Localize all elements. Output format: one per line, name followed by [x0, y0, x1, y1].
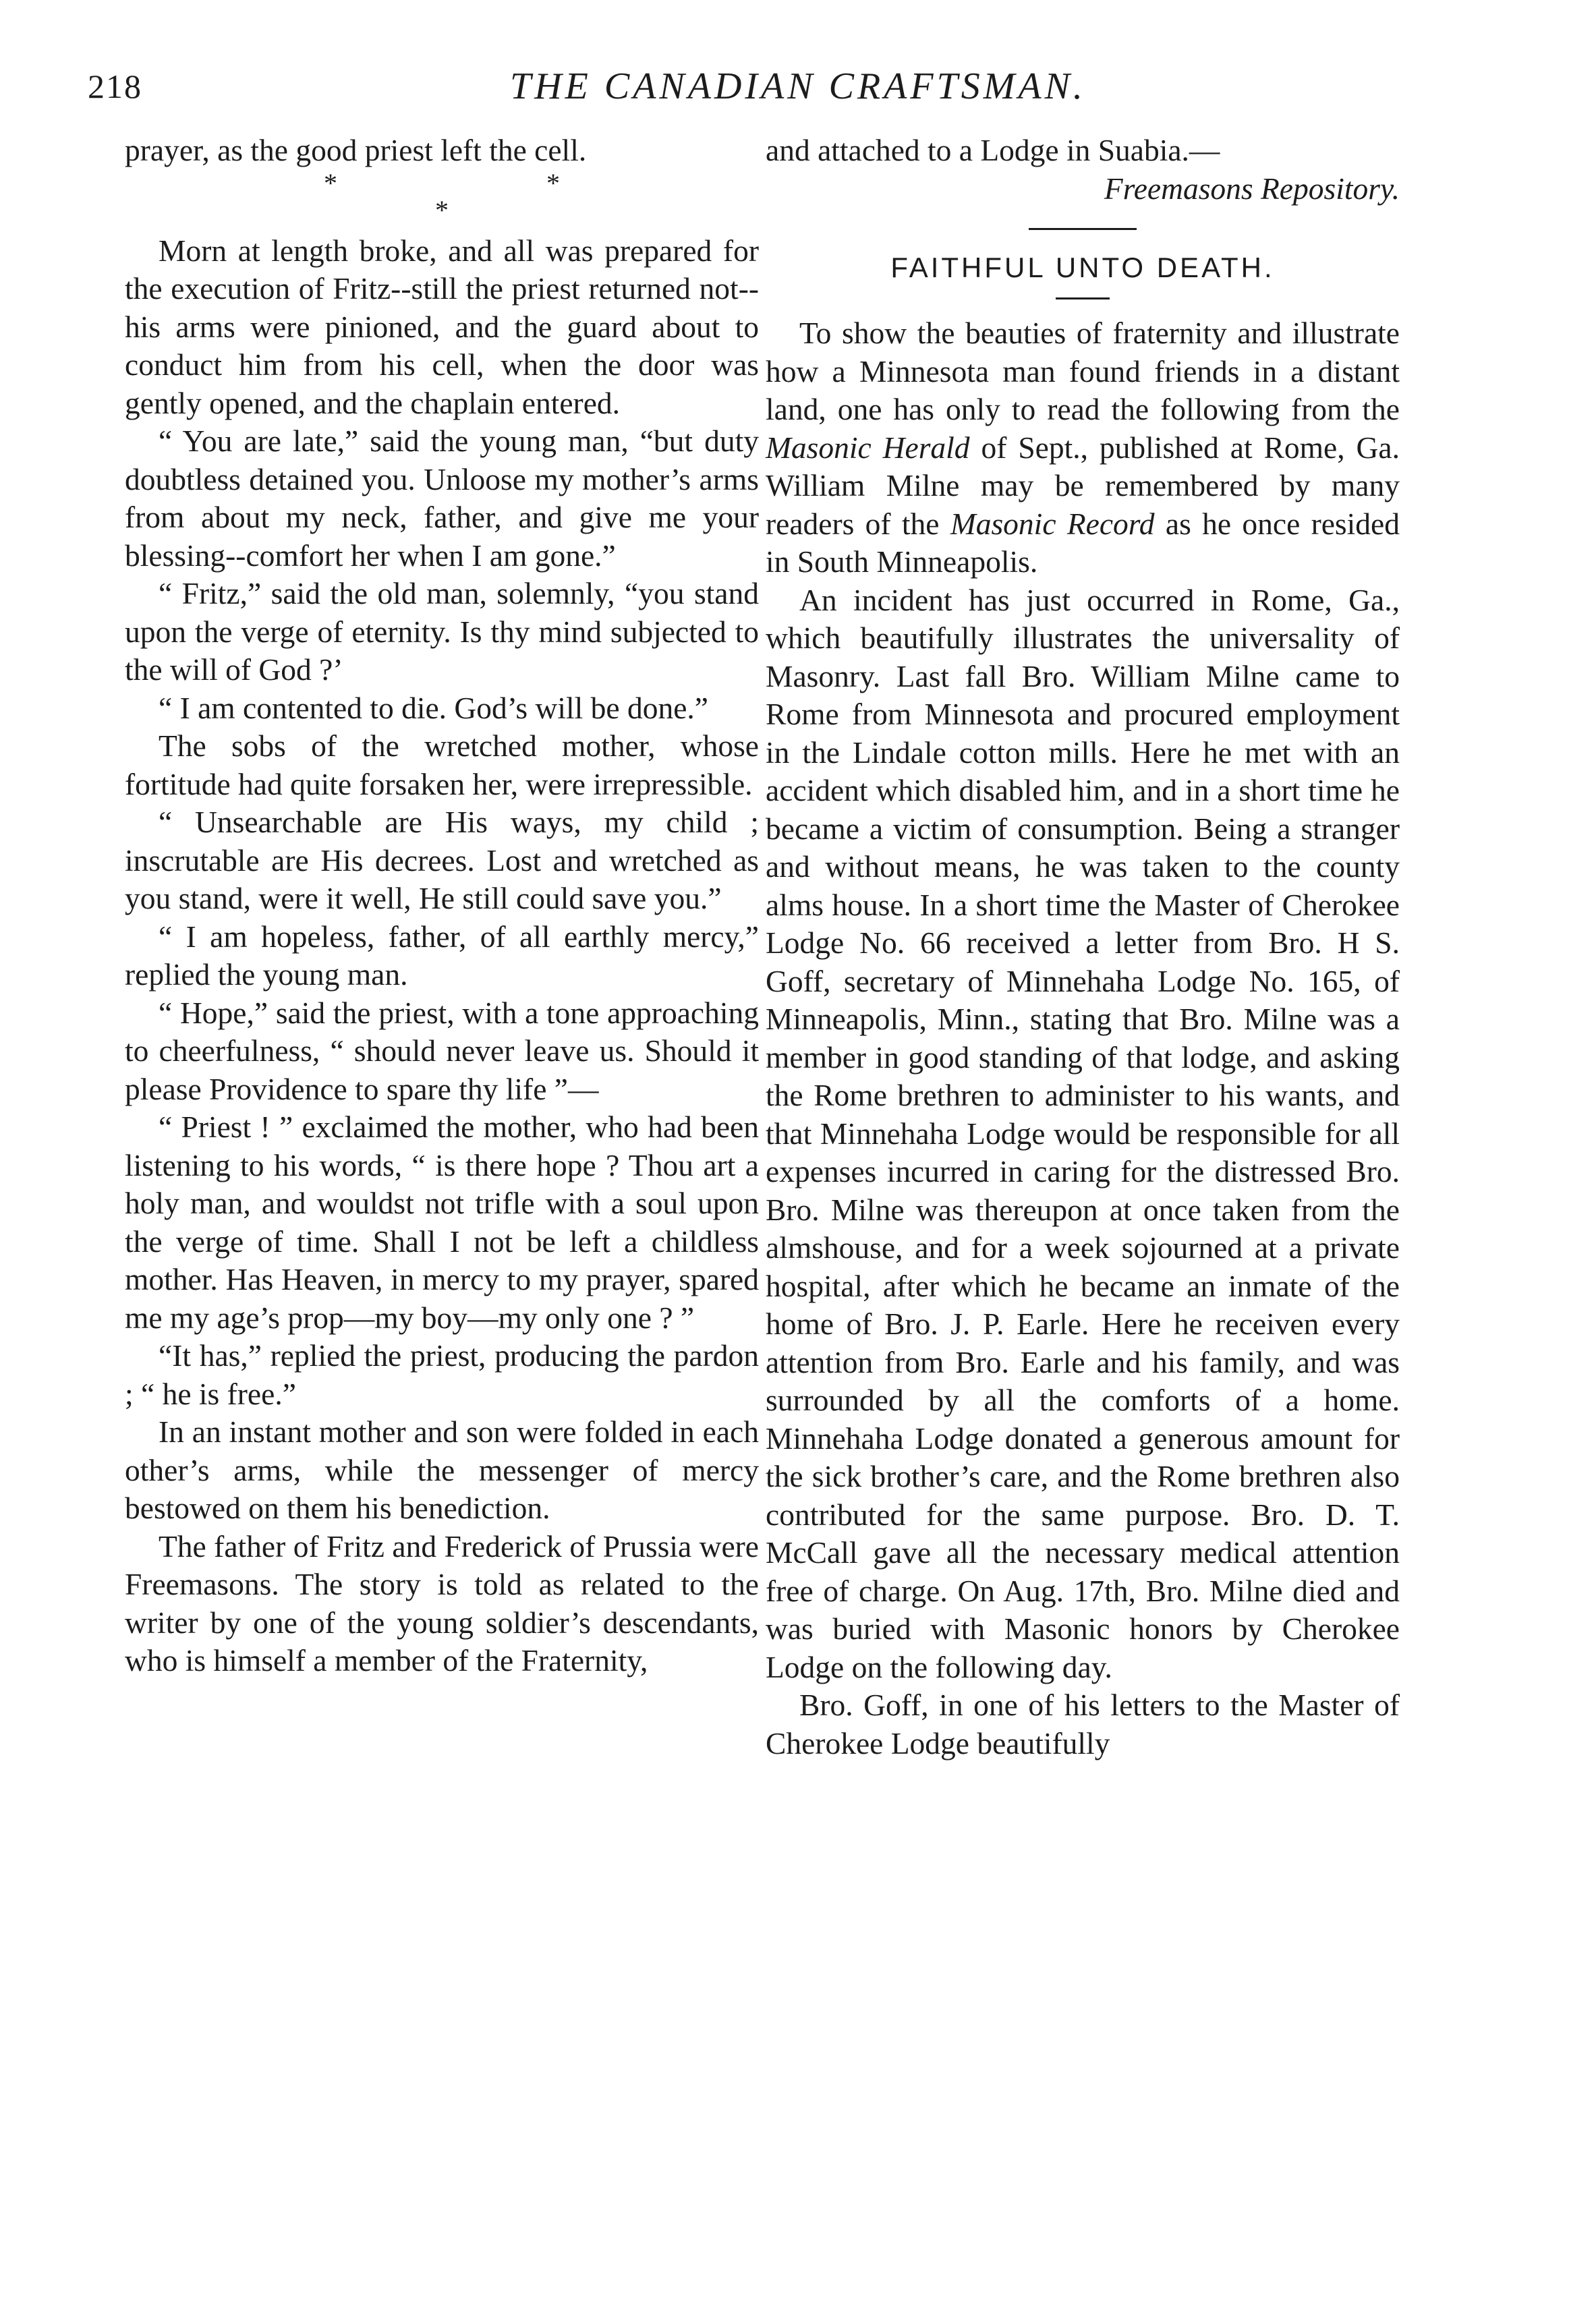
intro-text: of Sept., published at Rome, Ga. William Milne may be remembered by many readers of the [766, 430, 1400, 541]
story-paragraph: The sobs of the wretched mother, whose fortitude had quite forsaken her, were irrepressible. [125, 728, 759, 801]
right-column [766, 132, 1400, 1763]
story-paragraph: “ You are late,” said the young man, “but duty doubtless detained you. Unloose my mother’s arms from about my neck, father, and give me your blessing--comfort her when I am gone.” [125, 424, 759, 573]
section-separator: * * * [324, 167, 661, 225]
story-paragraph: “ I am hopeless, father, of all earthly mercy,” replied the young man. [125, 919, 759, 992]
story-paragraph: In an instant mother and son were folded in each other’s arms, while the messenger of mercy bestowed on them his benediction. [125, 1414, 759, 1525]
story-paragraph: The father of Fritz and Frederick of Prussia were Freemasons. The story is told as related to the writer by one of the young soldier’s descendants, who is himself a member of the Fraternity, [125, 1528, 759, 1678]
article-paragraph: Bro. Goff, in one of his letters to the Master of Cherokee Lodge beautifully [766, 1688, 1400, 1760]
story-opening-line: prayer, as the good priest left the cell. [125, 133, 587, 167]
divider-rule [1029, 228, 1137, 230]
publication-name: Masonic Herald [766, 430, 970, 465]
page-header [0, 59, 1596, 120]
running-title: THE CANADIAN CRAFTSMAN. [510, 65, 1086, 107]
story-paragraph: “ I am contented to die. God’s will be done.” [159, 690, 708, 725]
intro-text: To show the beauties of fraternity and illustrate how a Minnesota man found friends in a distant land, one has only to read the following from the [766, 316, 1400, 426]
publication-name: Masonic Record [950, 506, 1155, 541]
intro-text: as he once resided in South Minneapolis. [766, 506, 1400, 579]
article-intro-paragraph [766, 314, 1400, 581]
story-continuation: and attached to a Lodge in Suabia.— [766, 133, 1220, 167]
story-paragraph: “ Fritz,” said the old man, solemnly, “you stand upon the verge of eternity. Is thy mind subjected to the will of God ?’ [125, 576, 759, 687]
story-paragraph: Morn at length broke, and all was prepared for the execution of Fritz--still the priest returned not--his arms were pinioned, and the guard about to conduct him from his cell, when the door was gently opened, and the chaplain entered. [125, 233, 759, 420]
story-paragraph: “ Unsearchable are His ways, my child ; inscrutable are His decrees. Lost and wretched as you stand, were it well, He still could save you.” [125, 805, 759, 915]
story-paragraph: “ Priest ! ” exclaimed the mother, who had been listening to his words, “ is there hope ? Thou art a holy man, and wouldst not trifle with a soul upon the verge of time. Shall I not be left a childless mother. Has Heaven, in mercy to my prayer, spared me my age’s prop—my boy—my only one ? ” [125, 1110, 759, 1335]
left-column [125, 132, 759, 1680]
title-rule [1056, 297, 1110, 299]
article-title: FAITHFUL UNTO DEATH. [890, 252, 1275, 283]
story-paragraph: “It has,” replied the priest, producing the pardon ; “ he is free.” [125, 1338, 759, 1411]
article-paragraph: An incident has just occurred in Rome, Ga., which beautifully illustrates the universality of Masonry. Last fall Bro. William Milne came to Rome from Minnesota and procured employment in the Lindale cotton mills. Here he met with an accident which disabled him, and in a short time he became a victim of consumption. Being a stranger and without means, he was taken to the county alms house. In a short time the Master of Cherokee Lodge No. 66 received a letter from Bro. H S. Goff, secretary of Minnehaha Lodge No. 165, of Minneapolis, Minn., stating that Bro. Milne was a member in good standing of that lodge, and asking the Rome brethren to administer to his wants, and that Minnehaha Lodge would be responsible for all expenses incurred in caring for the distressed Bro. Bro. Milne was thereupon at once taken from the almshouse, and for a week sojourned at a private hospital, after which he became an inmate of the home of Bro. J. P. Earle. Here he receiven every attention from Bro. Earle and his family, and was surrounded by all the comforts of a home. Minnehaha Lodge donated a generous amount for the sick brother’s care, and the Rome brethren also contributed for the same purpose. Bro. D. T. McCall gave all the necessary medical attention free of charge. On Aug. 17th, Bro. Milne died and was buried with Masonic honors by Cherokee Lodge on the following day. [766, 582, 1400, 1684]
page-number: 218 [88, 67, 142, 105]
source-attribution: Freemasons Repository. [1104, 171, 1400, 206]
story-paragraph: “ Hope,” said the priest, with a tone approaching to cheerfulness, “ should never leave us. Should it please Providence to spare thy life ”— [125, 995, 759, 1106]
